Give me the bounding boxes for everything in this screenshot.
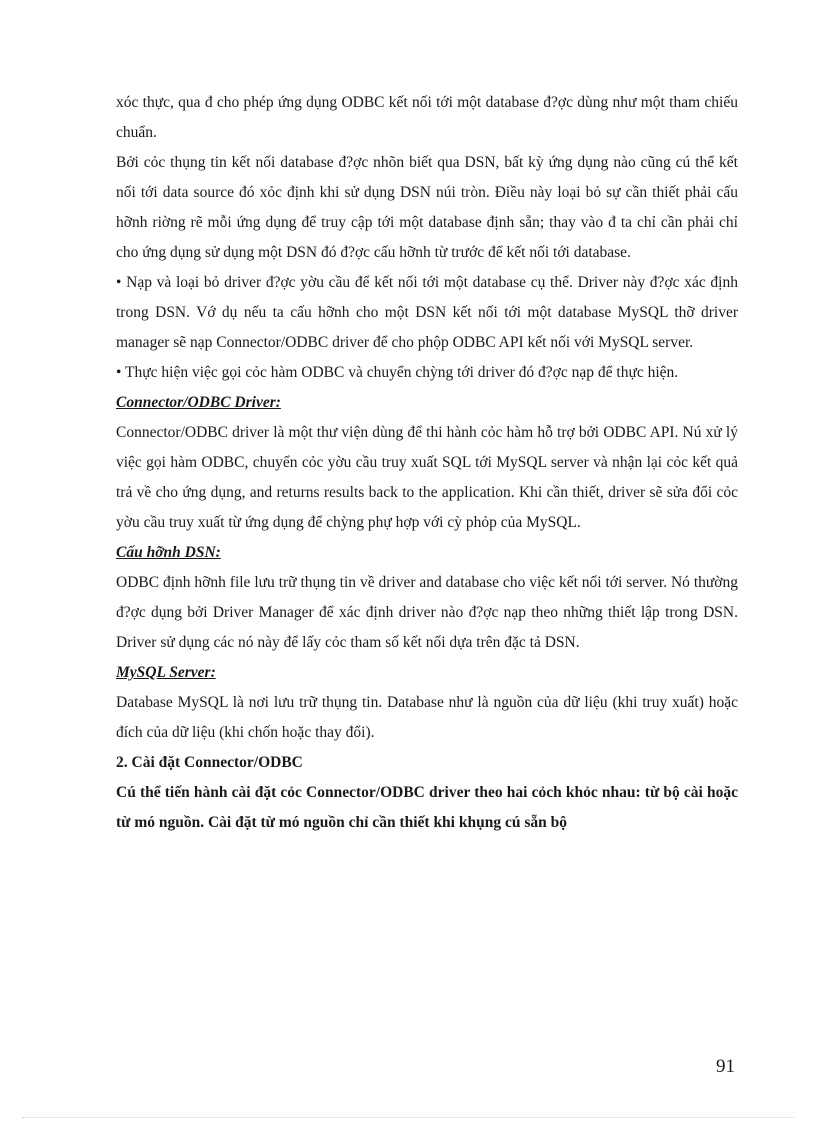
bullet-2: • Thực hiện việc gọi cỏc hàm ODBC và chuyển chỳng tới driver đó đ?ợc nạp để thực hiện.: [116, 364, 679, 381]
paragraph-1: xóc thực, qua đ cho phép ứng dụng ODBC kết nối tới một database đ?ợc dùng như một tham chiếu chuẩn.: [116, 94, 738, 141]
footer-divider: [22, 1117, 794, 1118]
paragraph-5: Database MySQL là nơi lưu trữ thụng tin. Database như là nguồn của dữ liệu (khi truy xuất) hoặc đích của dữ liệu (khi chốn hoặc thay đổi).: [116, 694, 738, 741]
paragraph-2: Bởi cỏc thụng tin kết nối database đ?ợc nhõn biết qua DSN, bất kỳ ứng dụng nào cũng cú thể kết nối tới data source đó xỏc định khi sử dụng DSN núi tròn. Điều này loại bỏ sự cần thiết phải cấu hỡnh riờng rẽ mỗi ứng dụng để truy cập tới một database định sẵn; thay vào đ ta chỉ cần phải chỉ cho ứng dụng sử dụng một DSN đó đ?ợc cấu hỡnh từ trước để kết nối tới database.: [116, 154, 738, 261]
bullet-1: • Nạp và loại bỏ driver đ?ợc yờu cầu để kết nối tới một database cụ thể. Driver này đ?ợc xác định trong DSN. Vớ dụ nếu ta cấu hỡnh cho một DSN kết nối tới một database MySQL thỡ driver manager sẽ nạp Connector/ODBC driver để cho phộp ODBC API kết nối với MySQL server.: [116, 274, 738, 351]
page-number: 91: [716, 1056, 735, 1077]
heading-mysql-server: MySQL Server:: [116, 664, 216, 681]
heading-connector-driver: Connector/ODBC Driver:: [116, 394, 281, 411]
paragraph-4: ODBC định hỡnh file lưu trữ thụng tin về driver and database cho việc kết nối tới server. Nó thường đ?ợc dụng bởi Driver Manager để xác định driver nào đ?ợc nạp theo những thiết lập trong DSN. Driver sử dụng các nó này để lấy cỏc tham số kết nối dựa trên đặc tả DSN.: [116, 574, 738, 651]
bold-paragraph: Cú thể tiến hành cài đặt cỏc Connector/ODBC driver theo hai cỏch khỏc nhau: từ bộ cài hoặc từ mó nguồn. Cài đặt từ mó nguồn chỉ cần thiết khi khụng cú sẵn bộ: [116, 784, 738, 831]
section-title: 2. Cài đặt Connector/ODBC: [116, 754, 303, 771]
paragraph-3: Connector/ODBC driver là một thư viện dùng để thi hành cỏc hàm hỗ trợ bởi ODBC API. Nú xử lý việc gọi hàm ODBC, chuyển cỏc yờu cầu truy xuất SQL tới MySQL server và nhận lại cỏc kết quả trả về cho ứng dụng, and returns results back to the application. Khi cần thiết, driver sẽ sửa đổi cỏc yờu cầu truy xuất từ ứng dụng để chỳng phự hợp với cỳ phỏp của MySQL.: [116, 424, 738, 531]
heading-dsn-config: Cấu hỡnh DSN:: [116, 544, 221, 561]
page-body: [116, 88, 738, 838]
